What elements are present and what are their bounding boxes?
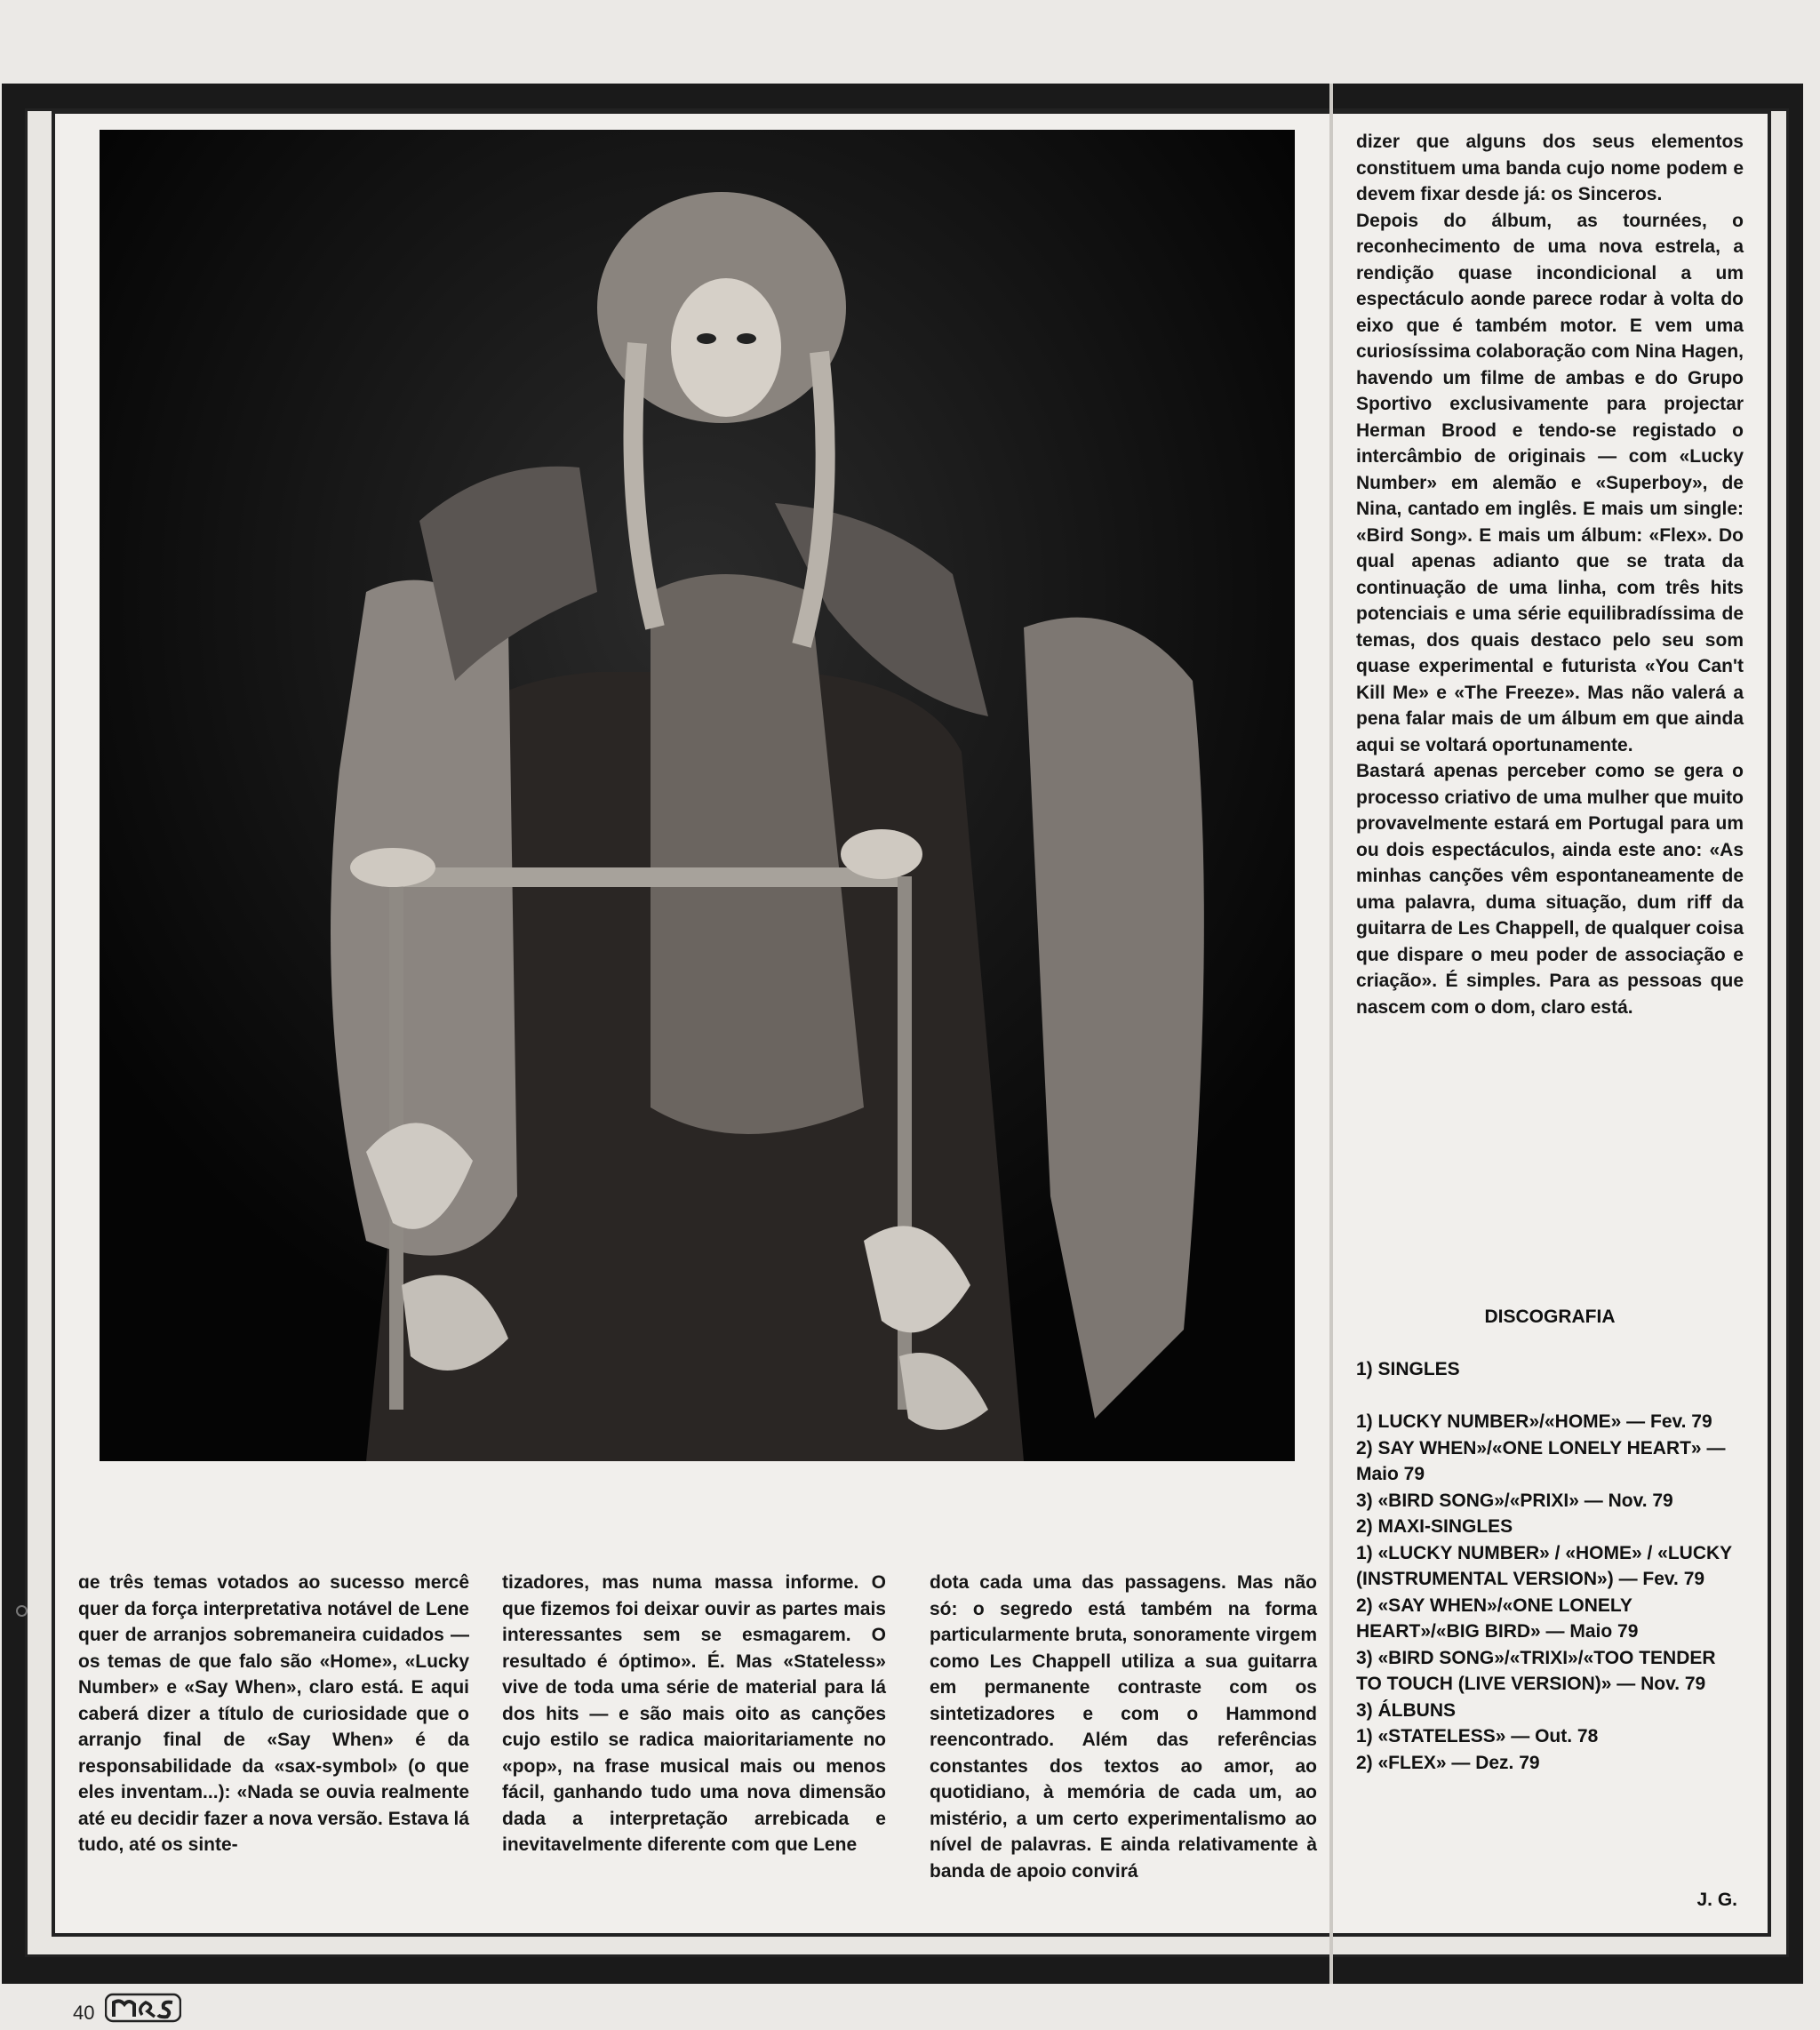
author-signature: J. G. bbox=[1696, 1890, 1737, 1910]
article-column-right: dizer que alguns dos seus elementos constituem uma banda cujo nome podem e devem fixar desde já: os Sinceros. Depois do álbum, as tournées, o reconhecimento de uma nova estrela, a rendição quase incondicional a um espectáculo aonde parece rodar à volta do eixo que é também motor. E vem uma curiosíssima colaboração com Nina Hagen, havendo um filme de ambas e do Grupo Sportivo exclusivamente para projectar Herman Brood e tendo-se registado o intercâmbio de originais — com «Lucky Number» em alemão e «Superboy», de Nina, cantado em inglês. E mais um single: «Bird Song». E mais um álbum: «Flex». Do qual apenas adianto que se trata da continuação de uma linha, com três hits potenciais e uma série equilibradíssima de temas, dos quais destaco pelo seu som quase experimental e futurista «You Can't Kill Me» e «The Freeze». Mas não valerá a pena falar mais de um álbum em que ainda aqui se voltará oportunamente. Bastará apenas perceber como se gera o processo criativo de uma mulher que muito provavelmente estará em Portugal para um ou dois espectáculos, ainda este ano: «As minhas canções vêm espontaneamente de uma palavra, duma situação, dum riff da guitarra de Les Chappell, de qualquer coisa que dispare o meu poder de associação e criação». É simples. Para as pessoas que nascem com o dom, claro está. bbox=[1356, 132, 1744, 1018]
binder-hole-icon bbox=[16, 1605, 28, 1617]
magazine-logo-icon bbox=[105, 1992, 181, 2024]
performer-photo-art bbox=[100, 130, 1295, 1461]
article-column-1: ɑe três temas votados ao sucesso mercê quer da força interpretativa notável de Lene quer de arranjos sobremaneira cuidados — os temas de que falo são «Home», «Lucky Number» e «Say When», claro está. E aqui caberá dizer a título de curiosidade que o arranjo final de «Say When» é da responsabilidade da «sax-symbol» (o que eles inventam...): «Nada se ouvia realmente até eu decidir fazer a nova versão. Estava lá tudo, até os sinte- bbox=[78, 1572, 469, 1855]
page-gutter bbox=[1329, 84, 1333, 1984]
performer-photo bbox=[100, 130, 1295, 1461]
discography-list: 1) SINGLES 1) LUCKY NUMBER»/«HOME» — Fev. 79 2) SAY WHEN»/«ONE LONELY HEART» — Maio 79 3) «BIRD SONG»/«PRIXI» — Nov. 79 2) MAXI-SINGLES 1) «LUCKY NUMBER» / «HOME» / «LUCKY (INSTRUMENTAL VERSION») — Fev. 79 2) «SAY WHEN»/«ONE LONELY HEART»/«BIG BIRD» — Maio 79 3) «BIRD SONG»/«TRIXI»/«TOO TENDER TO TOUCH (LIVE VERSION)» — Nov. 79 3) ÁLBUNS 1) «STATELESS» — Out. 78 2) «FLEX» — Dez. 79 bbox=[1356, 1359, 1732, 1773]
article-column-3: dota cada uma das passagens. Mas não só: o segredo está também na forma particularmente bruta, sonoramente virgem como Les Chappell utiliza a sua guitarra em permanente contraste com os sintetizadores e com o Hammond reencontrado. Além das referências constantes dos textos ao amor, ao quotidiano, à memória de cada um, ao mistério, a um certo experimentalismo ao nível de palavras. E ainda relativamente à banda de apoio convirá bbox=[930, 1572, 1317, 1882]
article-column-2: tizadores, mas numa massa informe. O que fizemos foi deixar ouvir as partes mais interessantes sem se esmagarem. O resultado é óptimo». É. Mas «Stateless» vive de toda uma série de material para lá dos hits — e são mais oito as canções cujo estilo se radica maioritariamente no «pop», na frase musical mais ou menos fácil, ganhando tudo uma nova dimensão dada a interpretação arrebicada e inevitavelmente diferente com que Lene bbox=[502, 1572, 886, 1855]
page-number: 40 bbox=[73, 2002, 95, 2024]
discography-heading: DISCOGRAFIA bbox=[1484, 1307, 1616, 1327]
